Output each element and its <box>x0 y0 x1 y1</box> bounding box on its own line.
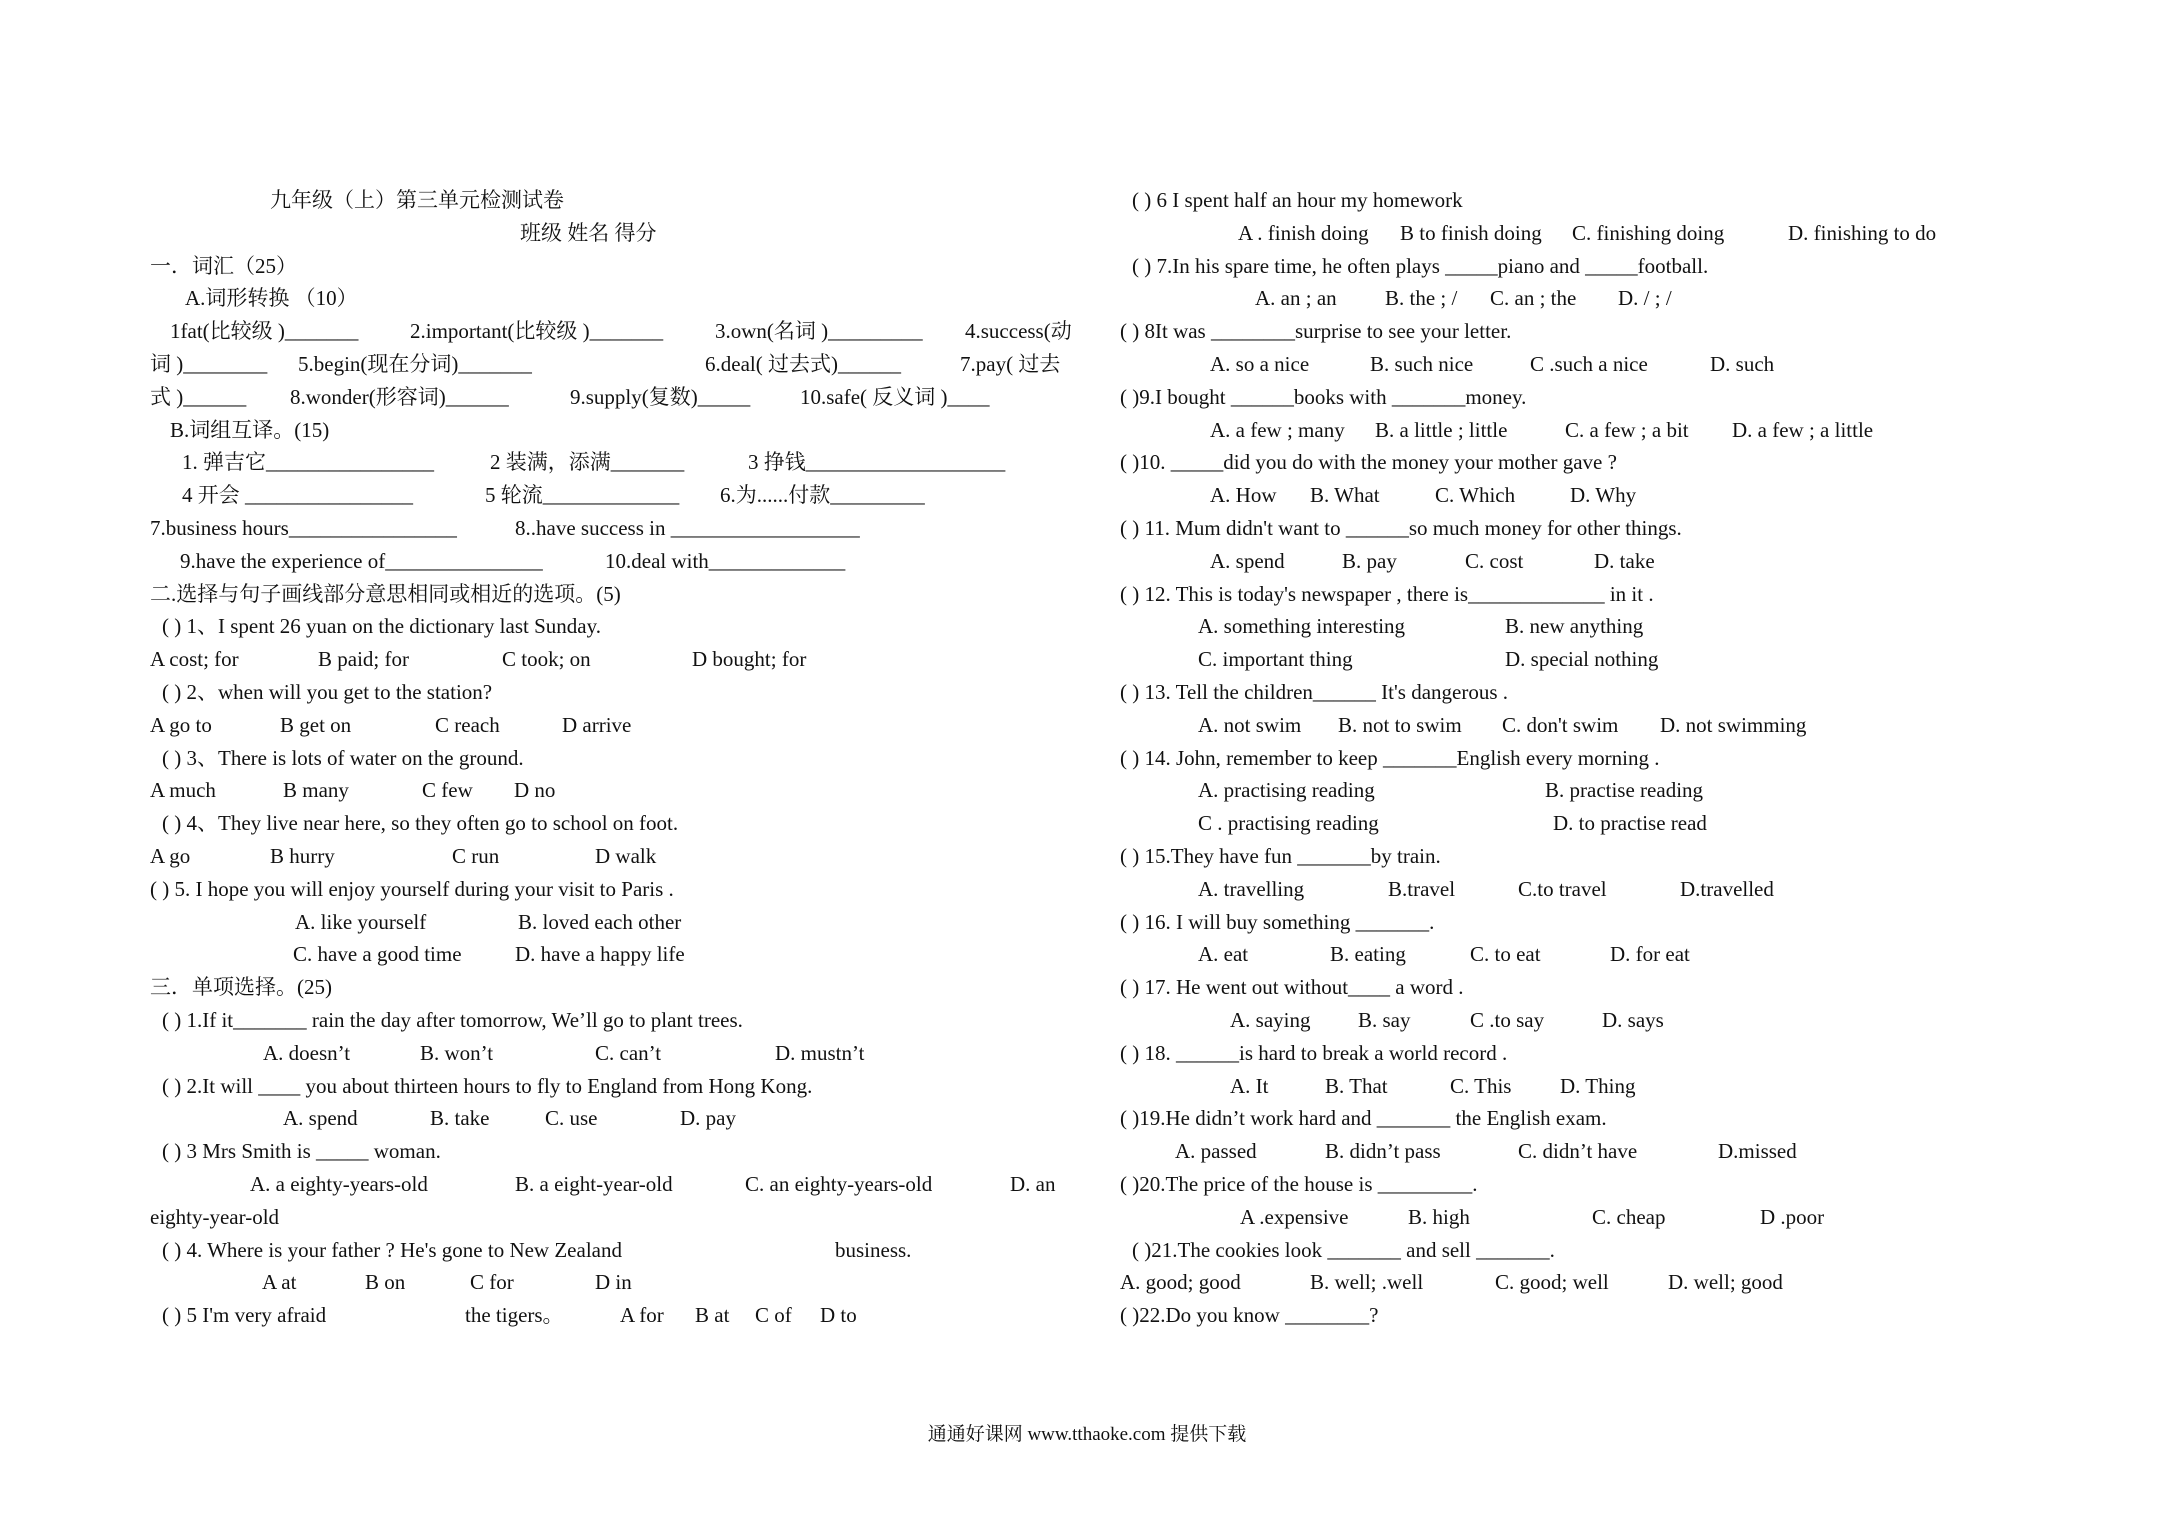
text-segment: D. take <box>1594 548 1655 573</box>
text-segment: A. something interesting <box>1198 614 1406 639</box>
text-segment: C. This <box>1450 1073 1512 1098</box>
text-segment: C reach <box>435 712 500 737</box>
text-line <box>150 742 1080 775</box>
text-segment: B. not to swim <box>1338 712 1462 737</box>
text-segment: B. high <box>1408 1204 1470 1229</box>
text-segment: ( )19.He didn’t work hard and _______ the English exam. <box>1120 1106 1607 1131</box>
text-segment: ( ) 1、I spent 26 yuan on the dictionary last Sunday. <box>162 614 601 639</box>
text-segment: 3 挣钱___________________ <box>748 450 1006 475</box>
text-line <box>1120 742 2000 775</box>
text-segment: B get on <box>280 712 352 737</box>
text-segment: 词 )________ <box>150 351 268 376</box>
text-segment: D arrive <box>562 712 632 737</box>
text-line <box>1120 578 2000 611</box>
text-segment: A. eat <box>1198 942 1249 967</box>
text-segment: ( ) 7.In his spare time, he often plays _____piano and _____football. <box>1132 253 1709 278</box>
text-segment: business. <box>835 1237 912 1262</box>
text-line <box>150 1201 1080 1234</box>
text-segment: 1fat(比较级 )_______ <box>170 319 359 344</box>
text-segment: 9.have the experience of_______________ <box>180 548 543 573</box>
text-line <box>150 578 1080 611</box>
text-line <box>1120 1004 2000 1037</box>
text-segment: ( ) 4. Where is your father ? He's gone to New Zealand <box>162 1237 622 1262</box>
text-line <box>1120 676 2000 709</box>
text-line <box>150 479 1080 512</box>
text-segment: C. cost <box>1465 548 1524 573</box>
text-line <box>1120 1234 2000 1267</box>
text-segment: ( ) 3、There is lots of water on the ground. <box>162 745 524 770</box>
text-segment: 4.success(动 <box>965 319 1072 344</box>
text-line <box>150 774 1080 807</box>
text-segment: B. didn’t pass <box>1325 1139 1441 1164</box>
text-segment: C for <box>470 1270 514 1295</box>
text-segment: B. such nice <box>1370 351 1474 376</box>
text-segment: C. good; well <box>1495 1270 1609 1295</box>
text-segment: D. mustn’t <box>775 1040 865 1065</box>
text-segment: ( )22.Do you know ________? <box>1120 1303 1379 1328</box>
text-segment: D. special nothing <box>1505 647 1659 672</box>
text-segment: A go <box>150 843 191 868</box>
text-segment: C. an eighty-years-old <box>745 1171 933 1196</box>
text-segment: D. for eat <box>1610 942 1690 967</box>
text-line <box>150 643 1080 676</box>
text-line <box>1120 1168 2000 1201</box>
text-segment: 4 开会 ________________ <box>182 483 413 508</box>
text-segment: C. cheap <box>1592 1204 1666 1229</box>
student-info-fields: 班级 姓名 得分 <box>520 220 657 245</box>
text-segment: B. say <box>1358 1007 1411 1032</box>
text-segment: ( )20.The price of the house is _________. <box>1120 1171 1478 1196</box>
text-segment: C. didn’t have <box>1518 1139 1638 1164</box>
text-line <box>1120 709 2000 742</box>
text-segment: ( ) 2、when will you get to the station? <box>162 679 493 704</box>
text-segment: 7.business hours________________ <box>150 515 457 540</box>
text-segment: the tigers。 <box>465 1303 564 1328</box>
text-segment: ( ) 8It was ________surprise to see your letter. <box>1120 319 1512 344</box>
text-line <box>150 1234 1080 1267</box>
text-line <box>1120 906 2000 939</box>
text-segment: C. can’t <box>595 1040 662 1065</box>
text-segment: C . practising reading <box>1198 811 1379 836</box>
text-line <box>1120 315 2000 348</box>
text-segment: 10.safe( 反义词 )____ <box>800 384 990 409</box>
text-segment: C. a few ; a bit <box>1565 417 1689 442</box>
text-segment: ( ) 2.It will ____ you about thirteen hours to fly to England from Hong Kong. <box>162 1073 813 1098</box>
text-segment: B. well; .well <box>1310 1270 1424 1295</box>
text-segment: B. take <box>430 1106 490 1131</box>
text-line <box>150 873 1080 906</box>
text-segment: A. passed <box>1175 1139 1257 1164</box>
text-segment: B. a eight-year-old <box>515 1171 673 1196</box>
text-segment: 8..have success in __________________ <box>515 515 860 540</box>
text-segment: B. That <box>1325 1073 1388 1098</box>
text-segment: B. practise reading <box>1545 778 1704 803</box>
text-segment: 6.deal( 过去式)______ <box>705 351 901 376</box>
text-segment: A. saying <box>1230 1007 1311 1032</box>
right-column <box>1120 184 2000 1332</box>
text-segment: B. new anything <box>1505 614 1644 639</box>
text-line <box>150 807 1080 840</box>
text-segment: A go to <box>150 712 212 737</box>
text-segment: A. travelling <box>1198 876 1305 901</box>
text-segment: A. an ; an <box>1255 286 1337 311</box>
text-segment: A . finish doing <box>1238 220 1369 245</box>
text-segment: D. / ; / <box>1618 286 1672 311</box>
text-segment: ( ) 18. ______is hard to break a world record . <box>1120 1040 1508 1065</box>
text-line <box>150 250 1080 283</box>
text-segment: 2.important(比较级 )_______ <box>410 319 664 344</box>
text-line <box>150 315 1080 348</box>
text-segment: D to <box>820 1303 857 1328</box>
text-line <box>1120 446 2000 479</box>
text-segment: C run <box>452 843 500 868</box>
text-line <box>150 184 1080 217</box>
text-line <box>1120 873 2000 906</box>
text-segment: B. won’t <box>420 1040 494 1065</box>
text-segment: A.词形转换 （10） <box>185 286 358 311</box>
text-line <box>150 1299 1080 1332</box>
text-segment: ( ) 5. I hope you will enjoy yourself during your visit to Paris . <box>150 876 674 901</box>
text-line <box>150 1266 1080 1299</box>
text-line <box>1120 840 2000 873</box>
text-segment: C. have a good time <box>293 942 462 967</box>
text-segment: C took; on <box>502 647 591 672</box>
text-segment: D. says <box>1602 1007 1664 1032</box>
text-segment: D. pay <box>680 1106 736 1131</box>
text-line <box>1120 250 2000 283</box>
text-segment: A. a few ; many <box>1210 417 1345 442</box>
text-line <box>150 1037 1080 1070</box>
text-segment: D.missed <box>1718 1139 1797 1164</box>
text-line <box>1120 479 2000 512</box>
text-segment: ( )21.The cookies look _______ and sell _______. <box>1132 1237 1555 1262</box>
text-line <box>1120 184 2000 217</box>
text-segment: C .to say <box>1470 1007 1545 1032</box>
text-segment: ( ) 13. Tell the children______ It's dangerous . <box>1120 679 1509 704</box>
text-line <box>1120 381 2000 414</box>
text-segment: 1. 弹吉它________________ <box>182 450 434 475</box>
text-line <box>150 938 1080 971</box>
text-segment: 10.deal with_____________ <box>605 548 846 573</box>
text-line <box>150 676 1080 709</box>
text-segment: A .expensive <box>1240 1204 1349 1229</box>
text-segment: C. finishing doing <box>1572 220 1725 245</box>
text-segment: D. an <box>1010 1171 1056 1196</box>
text-line <box>1120 512 2000 545</box>
text-segment: C. use <box>545 1106 598 1131</box>
text-segment: B. pay <box>1342 548 1397 573</box>
text-line <box>150 709 1080 742</box>
text-segment: 6.为......付款_________ <box>720 483 925 508</box>
text-segment: 一．词汇（25） <box>150 253 297 278</box>
text-segment: C.to travel <box>1518 876 1607 901</box>
text-segment: A. like yourself <box>295 909 427 934</box>
text-segment: B on <box>365 1270 406 1295</box>
text-segment: A at <box>262 1270 297 1295</box>
text-segment: C. important thing <box>1198 647 1353 672</box>
text-segment: D.travelled <box>1680 876 1774 901</box>
text-line <box>1120 545 2000 578</box>
text-line <box>150 545 1080 578</box>
text-segment: D in <box>595 1270 632 1295</box>
text-segment: B to finish doing <box>1400 220 1542 245</box>
text-segment: C. Which <box>1435 483 1516 508</box>
text-line <box>150 348 1080 381</box>
text-segment: C few <box>422 778 473 803</box>
text-segment: 8.wonder(形容词)______ <box>290 384 509 409</box>
text-segment: A much <box>150 778 216 803</box>
text-segment: A. spend <box>283 1106 358 1131</box>
text-line <box>1120 1037 2000 1070</box>
text-segment: ( )9.I bought ______books with _______money. <box>1120 384 1527 409</box>
text-line <box>150 414 1080 447</box>
text-segment: C. to eat <box>1470 942 1541 967</box>
text-segment: B hurry <box>270 843 335 868</box>
text-segment: 7.pay( 过去 <box>960 351 1061 376</box>
text-segment: 5 轮流_____________ <box>485 483 680 508</box>
text-segment: D. Why <box>1570 483 1637 508</box>
text-line <box>150 512 1080 545</box>
text-segment: A. doesn’t <box>263 1040 351 1065</box>
text-line <box>1120 1266 2000 1299</box>
text-segment: ( ) 5 I'm very afraid <box>162 1303 327 1328</box>
text-line <box>1120 1070 2000 1103</box>
text-segment: B. loved each other <box>518 909 682 934</box>
text-segment: 2 装满，添满_______ <box>490 450 685 475</box>
text-line <box>1120 938 2000 971</box>
text-segment: D bought; for <box>692 647 807 672</box>
text-line <box>1120 1135 2000 1168</box>
footer-credit: 通通好课网 www.tthaoke.com 提供下载 <box>927 1424 1247 1445</box>
text-line <box>1120 610 2000 643</box>
text-line <box>150 1135 1080 1168</box>
text-segment: B many <box>283 778 349 803</box>
text-line <box>150 446 1080 479</box>
text-segment: B at <box>695 1303 730 1328</box>
text-line <box>150 282 1080 315</box>
text-segment: C. an ; the <box>1490 286 1577 311</box>
text-line <box>1120 774 2000 807</box>
text-line <box>1120 217 2000 250</box>
text-segment: ( ) 4、They live near here, so they often go to school on foot. <box>162 811 679 836</box>
text-segment: A. so a nice <box>1210 351 1310 376</box>
text-segment: A. a eighty-years-old <box>250 1171 428 1196</box>
text-segment: 式 )______ <box>150 384 247 409</box>
text-line <box>150 381 1080 414</box>
text-segment: 三．单项选择。(25) <box>150 975 332 1000</box>
text-segment: 9.supply(复数)_____ <box>570 384 751 409</box>
text-segment: ( ) 11. Mum didn't want to ______so much money for other things. <box>1120 515 1682 540</box>
text-segment: A. good; good <box>1120 1270 1241 1295</box>
text-segment: B. What <box>1310 483 1380 508</box>
text-segment: D. such <box>1710 351 1775 376</box>
text-segment: A. How <box>1210 483 1277 508</box>
text-segment: 5.begin(现在分词)_______ <box>298 351 532 376</box>
text-segment: D. well; good <box>1668 1270 1783 1295</box>
text-segment: D. have a happy life <box>515 942 685 967</box>
exam-title: 九年级（上）第三单元检测试卷 <box>270 188 564 212</box>
text-segment: ( ) 12. This is today's newspaper , there is_____________ in it . <box>1120 581 1654 606</box>
text-segment: A. spend <box>1210 548 1285 573</box>
text-line <box>1120 1299 2000 1332</box>
text-segment: ( ) 14. John, remember to keep _______English every morning . <box>1120 745 1660 770</box>
text-line <box>150 217 1080 250</box>
text-segment: ( ) 15.They have fun _______by train. <box>1120 843 1441 868</box>
text-segment: D walk <box>595 843 657 868</box>
text-segment: A for <box>620 1303 664 1328</box>
text-segment: D. finishing to do <box>1788 220 1937 245</box>
text-segment: C of <box>755 1303 792 1328</box>
text-segment: ( ) 3 Mrs Smith is _____ woman. <box>162 1139 441 1164</box>
text-segment: B.词组互译。(15) <box>170 417 330 442</box>
text-segment: B paid; for <box>318 647 409 672</box>
text-segment: D. Thing <box>1560 1073 1636 1098</box>
text-segment: ( )10. _____did you do with the money your mother gave ? <box>1120 450 1617 475</box>
text-line <box>150 610 1080 643</box>
text-segment: A. It <box>1230 1073 1269 1098</box>
text-line <box>1120 643 2000 676</box>
text-segment: 3.own(名词 )_________ <box>715 319 923 344</box>
text-segment: B. the ; / <box>1385 286 1458 311</box>
text-segment: ( ) 17. He went out without____ a word . <box>1120 975 1464 1000</box>
text-segment: A. not swim <box>1198 712 1302 737</box>
text-segment: B.travel <box>1388 876 1456 901</box>
text-segment: B. eating <box>1330 942 1406 967</box>
text-line <box>150 906 1080 939</box>
text-segment: ( ) 16. I will buy something _______. <box>1120 909 1435 934</box>
text-line <box>1120 348 2000 381</box>
text-line <box>150 840 1080 873</box>
text-segment: D. to practise read <box>1553 811 1707 836</box>
text-segment: ( ) 6 I spent half an hour my homework <box>1132 188 1463 212</box>
text-segment: C. don't swim <box>1502 712 1619 737</box>
text-segment: D .poor <box>1760 1204 1825 1229</box>
text-segment: ( ) 1.If it_______ rain the day after tomorrow, We’ll go to plant trees. <box>162 1007 743 1032</box>
text-segment: 二.选择与句子画线部分意思相同或相近的选项。(5) <box>150 581 621 606</box>
text-segment: C .such a nice <box>1530 351 1648 376</box>
text-line <box>150 971 1080 1004</box>
text-segment: eighty-year-old <box>150 1204 280 1229</box>
text-segment: D. not swimming <box>1660 712 1807 737</box>
text-line <box>150 1004 1080 1037</box>
text-line <box>150 1168 1080 1201</box>
text-line <box>1120 282 2000 315</box>
text-segment: D no <box>514 778 556 803</box>
text-segment: D. a few ; a little <box>1732 417 1874 442</box>
text-segment: A. practising reading <box>1198 778 1375 803</box>
text-line <box>1120 971 2000 1004</box>
text-segment: B. a little ; little <box>1375 417 1508 442</box>
text-line <box>1120 414 2000 447</box>
text-line <box>150 1102 1080 1135</box>
left-column <box>150 184 1080 1332</box>
text-line <box>150 1070 1080 1103</box>
text-segment: A cost; for <box>150 647 239 672</box>
text-line <box>1120 1201 2000 1234</box>
text-line <box>1120 1102 2000 1135</box>
text-line <box>1120 807 2000 840</box>
